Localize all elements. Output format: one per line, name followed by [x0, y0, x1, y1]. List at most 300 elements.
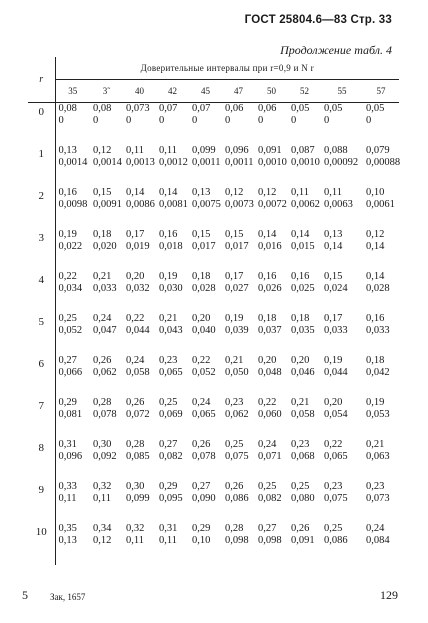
upper-bound: 0,07: [192, 103, 211, 114]
table-row: [28, 271, 399, 313]
upper-bound: 0,096: [225, 145, 249, 156]
table-cell: [90, 103, 123, 146]
upper-bound: 0,31: [58, 439, 77, 450]
lower-bound: 0,082: [159, 451, 183, 462]
table-row: [28, 439, 399, 481]
lower-bound: 0,00092: [324, 157, 359, 168]
lower-bound: 0,044: [126, 325, 150, 336]
upper-bound: 0,087: [291, 145, 315, 156]
lower-bound: 0,040: [192, 325, 216, 336]
page-header: ГОСТ 25804.6—83 Стр. 33: [244, 14, 392, 26]
lower-bound: 0: [258, 115, 264, 126]
upper-bound: 0,25: [58, 313, 77, 324]
lower-bound: 0,028: [192, 283, 216, 294]
table-row: [28, 481, 399, 523]
lower-bound: 0,065: [324, 451, 348, 462]
upper-bound: 0,22: [58, 271, 77, 282]
lower-bound: 0,0098: [58, 199, 88, 210]
table-cell: [123, 355, 156, 397]
upper-bound: 0,26: [225, 481, 244, 492]
lower-bound: 0,099: [126, 493, 150, 504]
table-cell: [189, 229, 222, 271]
lower-bound: 0,0073: [225, 199, 254, 210]
upper-bound: 0,14: [159, 187, 178, 198]
table-cell: [321, 313, 363, 355]
lower-bound: 0,047: [93, 325, 117, 336]
footer-order-note: Зак, 1657: [50, 592, 86, 602]
lower-bound: 0,11: [58, 493, 77, 504]
upper-bound: 0,35: [58, 523, 77, 534]
upper-bound: 0,079: [366, 145, 390, 156]
row-label: 5: [38, 316, 44, 328]
lower-bound: 0: [93, 115, 99, 126]
table-cell: [189, 313, 222, 355]
upper-bound: 0,23: [225, 397, 244, 408]
lower-bound: 0: [58, 115, 64, 126]
table-cell: [55, 439, 90, 481]
lower-bound: 0,072: [126, 409, 150, 420]
lower-bound: 0,058: [291, 409, 315, 420]
table-cell: [255, 397, 288, 439]
table-cell: [222, 313, 255, 355]
upper-bound: 0,13: [58, 145, 77, 156]
table-cell: [123, 523, 156, 565]
lower-bound: 0,082: [258, 493, 282, 504]
upper-bound: 0,23: [291, 439, 310, 450]
upper-bound: 0,26: [192, 439, 211, 450]
column-header: 3˜: [90, 80, 123, 103]
column-header: 45: [189, 80, 222, 103]
row-label: 8: [38, 442, 44, 454]
table-cell: [55, 481, 90, 523]
upper-bound: 0,25: [291, 481, 310, 492]
upper-bound: 0,17: [324, 313, 343, 324]
upper-bound: 0,12: [258, 187, 277, 198]
upper-bound: 0,24: [366, 523, 385, 534]
lower-bound: 0,054: [324, 409, 348, 420]
table-cell: [189, 187, 222, 229]
lower-bound: 0,048: [258, 367, 282, 378]
upper-bound: 0,15: [324, 271, 343, 282]
row-label: 3: [38, 232, 44, 244]
lower-bound: 0,028: [366, 283, 390, 294]
table-cell: [123, 103, 156, 146]
lower-bound: 0,0091: [93, 199, 122, 210]
table-cell: [55, 145, 90, 187]
table-cell: [255, 313, 288, 355]
table-cell: [90, 439, 123, 481]
upper-bound: 0,23: [159, 355, 178, 366]
table-cell: [288, 145, 321, 187]
lower-bound: 0,062: [225, 409, 249, 420]
table-cell: [123, 271, 156, 313]
upper-bound: 0,11: [324, 187, 342, 198]
lower-bound: 0,058: [126, 367, 150, 378]
table-cell: [90, 523, 123, 565]
lower-bound: 0,0014: [58, 157, 88, 168]
upper-bound: 0,14: [126, 187, 145, 198]
lower-bound: 0,068: [291, 451, 315, 462]
table-cell: [321, 271, 363, 313]
lower-bound: 0,0062: [291, 199, 320, 210]
lower-bound: 0,063: [366, 451, 390, 462]
upper-bound: 0,24: [192, 397, 211, 408]
table-cell: [222, 523, 255, 565]
lower-bound: 0,042: [366, 367, 390, 378]
table-cell: [363, 439, 399, 481]
lower-bound: 0,0010: [258, 157, 287, 168]
upper-bound: 0,34: [93, 523, 112, 534]
table-cell: [55, 355, 90, 397]
table-cell: [156, 313, 189, 355]
upper-bound: 0,32: [93, 481, 112, 492]
lower-bound: 0,035: [291, 325, 315, 336]
lower-bound: 0,046: [291, 367, 315, 378]
table-cell: [288, 187, 321, 229]
upper-bound: 0,33: [58, 481, 77, 492]
lower-bound: 0,098: [225, 535, 249, 546]
table-cell: [156, 397, 189, 439]
upper-bound: 0,21: [93, 271, 112, 282]
upper-bound: 0,24: [258, 439, 277, 450]
lower-bound: 0,032: [126, 283, 150, 294]
row-label: 0: [38, 106, 44, 118]
table-cell: [55, 313, 90, 355]
lower-bound: 0: [225, 115, 231, 126]
row-label: 6: [38, 358, 44, 370]
table-cell: [255, 355, 288, 397]
upper-bound: 0,073: [126, 103, 150, 114]
table-cell: [90, 355, 123, 397]
lower-bound: 0,016: [258, 241, 282, 252]
upper-bound: 0,20: [192, 313, 211, 324]
table-cell: [222, 229, 255, 271]
upper-bound: 0,27: [258, 523, 277, 534]
table-cell: [363, 103, 399, 146]
upper-bound: 0,26: [126, 397, 145, 408]
table-cell: [123, 481, 156, 523]
lower-bound: 0,0010: [291, 157, 320, 168]
lower-bound: 0,085: [126, 451, 150, 462]
lower-bound: 0,14: [324, 241, 343, 252]
upper-bound: 0,21: [366, 439, 385, 450]
upper-bound: 0,25: [258, 481, 277, 492]
column-header: 42: [156, 80, 189, 103]
upper-bound: 0,25: [324, 523, 343, 534]
lower-bound: 0: [324, 115, 330, 126]
table-cell: [363, 355, 399, 397]
upper-bound: 0,19: [225, 313, 244, 324]
table-cell: [363, 523, 399, 565]
upper-bound: 0,22: [324, 439, 343, 450]
table-cell: [321, 355, 363, 397]
upper-bound: 0,14: [258, 229, 277, 240]
upper-bound: 0,12: [93, 145, 112, 156]
upper-bound: 0,16: [159, 229, 178, 240]
table-cell: [90, 313, 123, 355]
lower-bound: 0,065: [159, 367, 183, 378]
upper-bound: 0,08: [93, 103, 112, 114]
upper-bound: 0,20: [324, 397, 343, 408]
upper-bound: 0,088: [324, 145, 348, 156]
lower-bound: 0,065: [192, 409, 216, 420]
table-cell: [189, 103, 222, 146]
lower-bound: 0,0011: [225, 157, 254, 168]
table-cell: [189, 523, 222, 565]
column-header: 35: [55, 80, 90, 103]
upper-bound: 0,28: [126, 439, 145, 450]
lower-bound: 0,0013: [126, 157, 155, 168]
table-cell: [321, 481, 363, 523]
table-cell: [90, 271, 123, 313]
table-cell: [288, 229, 321, 271]
upper-bound: 0,27: [58, 355, 77, 366]
lower-bound: 0,078: [192, 451, 216, 462]
table-row: [28, 187, 399, 229]
row-label: 1: [38, 148, 44, 160]
upper-bound: 0,18: [192, 271, 211, 282]
upper-bound: 0,14: [366, 271, 385, 282]
table-cell: [189, 397, 222, 439]
upper-bound: 0,25: [159, 397, 178, 408]
upper-bound: 0,23: [324, 481, 343, 492]
table-cell: [363, 145, 399, 187]
lower-bound: 0,084: [366, 535, 390, 546]
upper-bound: 0,20: [126, 271, 145, 282]
lower-bound: 0,0086: [126, 199, 155, 210]
lower-bound: 0,086: [225, 493, 249, 504]
lower-bound: 0,0061: [366, 199, 395, 210]
table-cell: [55, 397, 90, 439]
table-cell: [363, 229, 399, 271]
upper-bound: 0,12: [225, 187, 244, 198]
lower-bound: 0: [159, 115, 165, 126]
upper-bound: 0,27: [192, 481, 211, 492]
upper-bound: 0,091: [258, 145, 282, 156]
table-cell: [255, 271, 288, 313]
table-cell: [288, 439, 321, 481]
upper-bound: 0,29: [159, 481, 178, 492]
table-cell: [189, 271, 222, 313]
upper-bound: 0,16: [58, 187, 77, 198]
upper-bound: 0,28: [93, 397, 112, 408]
upper-bound: 0,15: [93, 187, 112, 198]
table-cell: [222, 271, 255, 313]
table-cell: [156, 145, 189, 187]
lower-bound: 0,081: [58, 409, 83, 420]
lower-bound: 0,020: [93, 241, 117, 252]
table-cell: [90, 229, 123, 271]
lower-bound: 0,069: [159, 409, 183, 420]
upper-bound: 0,11: [159, 145, 177, 156]
table-cell: [90, 481, 123, 523]
table-cell: [222, 397, 255, 439]
lower-bound: 0,024: [324, 283, 348, 294]
upper-bound: 0,26: [93, 355, 112, 366]
table-cell: [55, 271, 90, 313]
lower-bound: 0,022: [58, 241, 83, 252]
lower-bound: 0,033: [324, 325, 348, 336]
lower-bound: 0,098: [258, 535, 282, 546]
upper-bound: 0,30: [126, 481, 145, 492]
lower-bound: 0,034: [58, 283, 83, 294]
upper-bound: 0,15: [225, 229, 244, 240]
lower-bound: 0,11: [93, 493, 111, 504]
lower-bound: 0,052: [58, 325, 83, 336]
column-header-row: [28, 80, 399, 103]
table-cell: [123, 187, 156, 229]
table-cell: [288, 481, 321, 523]
super-header: Доверительные интервалы при r=0,9 и N r: [55, 57, 399, 80]
column-header: 40: [123, 80, 156, 103]
column-header: 47: [222, 80, 255, 103]
table-cell: [321, 145, 363, 187]
upper-bound: 0,19: [324, 355, 343, 366]
upper-bound: 0,27: [159, 439, 178, 450]
table-cell: [189, 355, 222, 397]
upper-bound: 0,15: [192, 229, 211, 240]
column-header: 55: [321, 80, 363, 103]
lower-bound: 0,11: [126, 535, 144, 546]
table-cell: [156, 229, 189, 271]
lower-bound: 0,033: [93, 283, 117, 294]
footer-left-number: 5: [22, 588, 28, 602]
lower-bound: 0,073: [366, 493, 390, 504]
table-cell: [222, 187, 255, 229]
row-label: 7: [38, 400, 44, 412]
lower-bound: 0,017: [192, 241, 216, 252]
table-cell: [156, 187, 189, 229]
lower-bound: 0,026: [258, 283, 282, 294]
lower-bound: 0,12: [93, 535, 112, 546]
table-cell: [321, 187, 363, 229]
upper-bound: 0,16: [258, 271, 277, 282]
table-cell: [321, 103, 363, 146]
lower-bound: 0,062: [93, 367, 117, 378]
table-cell: [222, 439, 255, 481]
upper-bound: 0,19: [159, 271, 178, 282]
lower-bound: 0,017: [225, 241, 249, 252]
table-cell: [55, 103, 90, 146]
table-continuation-caption: Продолжение табл. 4: [280, 43, 392, 57]
table-cell: [363, 397, 399, 439]
upper-bound: 0,19: [366, 397, 385, 408]
lower-bound: 0,030: [159, 283, 183, 294]
lower-bound: 0,060: [258, 409, 282, 420]
lower-bound: 0,075: [225, 451, 249, 462]
table-cell: [321, 523, 363, 565]
table-cell: [321, 397, 363, 439]
table-cell: [55, 187, 90, 229]
lower-bound: 0,092: [93, 451, 117, 462]
upper-bound: 0,13: [192, 187, 211, 198]
upper-bound: 0,23: [366, 481, 385, 492]
table-cell: [55, 229, 90, 271]
lower-bound: 0,00088: [366, 157, 401, 168]
table-cell: [288, 523, 321, 565]
upper-bound: 0,19: [58, 229, 77, 240]
column-header: 57: [363, 80, 399, 103]
lower-bound: 0,0012: [159, 157, 188, 168]
table-cell: [222, 355, 255, 397]
upper-bound: 0,18: [366, 355, 385, 366]
lower-bound: 0,0072: [258, 199, 287, 210]
table-cell: [288, 397, 321, 439]
table-cell: [255, 229, 288, 271]
lower-bound: 0: [291, 115, 297, 126]
table-row: [28, 229, 399, 271]
lower-bound: 0,14: [366, 241, 385, 252]
upper-bound: 0,16: [366, 313, 385, 324]
upper-bound: 0,16: [291, 271, 310, 282]
table-cell: [255, 523, 288, 565]
upper-bound: 0,12: [366, 229, 385, 240]
lower-bound: 0: [192, 115, 198, 126]
table-cell: [255, 103, 288, 146]
row-label: 10: [35, 526, 47, 538]
lower-bound: 0,0063: [324, 199, 353, 210]
table-cell: [363, 271, 399, 313]
table-cell: [123, 439, 156, 481]
lower-bound: 0,033: [366, 325, 390, 336]
table-cell: [363, 187, 399, 229]
row-label: 9: [38, 484, 44, 496]
upper-bound: 0,21: [225, 355, 244, 366]
lower-bound: 0,0075: [192, 199, 221, 210]
upper-bound: 0,21: [291, 397, 310, 408]
table-cell: [189, 439, 222, 481]
upper-bound: 0,31: [159, 523, 178, 534]
upper-bound: 0,24: [126, 355, 145, 366]
lower-bound: 0,075: [324, 493, 348, 504]
upper-bound: 0,06: [258, 103, 277, 114]
upper-bound: 0,29: [58, 397, 77, 408]
table-body: [28, 103, 399, 566]
lower-bound: 0: [126, 115, 132, 126]
lower-bound: 0,0081: [159, 199, 188, 210]
table-row: [28, 103, 399, 146]
upper-bound: 0,14: [291, 229, 310, 240]
table-cell: [255, 481, 288, 523]
upper-bound: 0,10: [366, 187, 385, 198]
lower-bound: 0,037: [258, 325, 282, 336]
table-row: [28, 397, 399, 439]
upper-bound: 0,22: [192, 355, 211, 366]
table-cell: [321, 229, 363, 271]
upper-bound: 0,05: [324, 103, 343, 114]
table-row: [28, 145, 399, 187]
upper-bound: 0,24: [93, 313, 112, 324]
upper-bound: 0,06: [225, 103, 244, 114]
table-cell: [363, 313, 399, 355]
table-cell: [222, 103, 255, 146]
table-cell: [55, 523, 90, 565]
lower-bound: 0,11: [159, 535, 177, 546]
lower-bound: 0,095: [159, 493, 183, 504]
table-cell: [90, 145, 123, 187]
table-cell: [288, 313, 321, 355]
table-cell: [363, 481, 399, 523]
lower-bound: 0,025: [291, 283, 315, 294]
lower-bound: 0,080: [291, 493, 315, 504]
lower-bound: 0,019: [126, 241, 150, 252]
upper-bound: 0,29: [192, 523, 211, 534]
lower-bound: 0,13: [58, 535, 77, 546]
upper-bound: 0,22: [126, 313, 145, 324]
upper-bound: 0,05: [366, 103, 385, 114]
row-label: 2: [38, 190, 44, 202]
table-row: [28, 355, 399, 397]
